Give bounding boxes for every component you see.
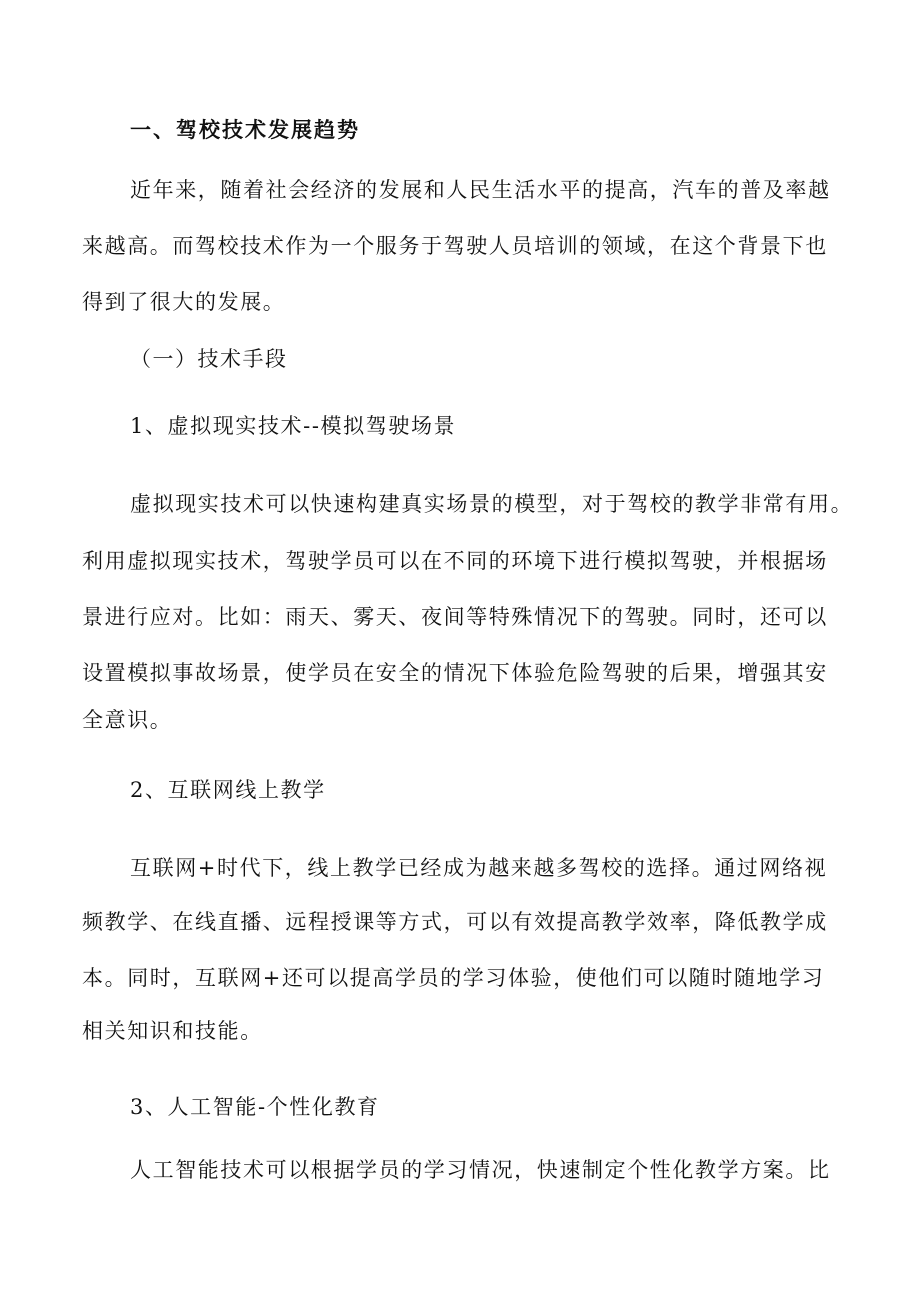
item-2-line-2: 频教学、在线直播、远程授课等方式，可以有效提高教学效率，降低教学成 (82, 910, 828, 934)
intro-line-3: 得到了很大的发展。 (82, 290, 286, 314)
intro-line-1: 近年来，随着社会经济的发展和人民生活水平的提高，汽车的普及率越 (130, 178, 831, 202)
intro-line-2: 来越高。而驾校技术作为一个服务于驾驶人员培训的领域，在这个背景下也 (82, 234, 828, 258)
item-1-line-2: 利用虚拟现实技术，驾驶学员可以在不同的环境下进行模拟驾驶，并根据场 (82, 549, 828, 573)
section-heading: 一、驾校技术发展趋势 (130, 117, 360, 142)
item-3-line-1: 人工智能技术可以根据学员的学习情况，快速制定个性化教学方案。比 (130, 1158, 831, 1182)
item-1-line-3: 景进行应对。比如：雨天、雾天、夜间等特殊情况下的驾驶。同时，还可以 (82, 605, 828, 629)
item-1-title: 1、虚拟现实技术--模拟驾驶场景 (130, 414, 457, 438)
item-2-line-1: 互联网+时代下，线上教学已经成为越来越多驾校的选择。通过网络视 (130, 856, 828, 880)
item-1-line-5: 全意识。 (82, 708, 173, 732)
item-3-title: 3、人工智能-个性化教育 (130, 1095, 380, 1119)
item-2-title: 2、互联网线上教学 (130, 778, 326, 802)
subsection-heading: （一）技术手段 (130, 347, 288, 371)
item-1-line-4: 设置模拟事故场景，使学员在安全的情况下体验危险驾驶的后果，增强其安 (82, 661, 828, 685)
item-2-line-3: 本。同时，互联网+还可以提高学员的学习体验，使他们可以随时随地学习 (82, 966, 825, 990)
item-1-line-1: 虚拟现实技术可以快速构建真实场景的模型，对于驾校的教学非常有用。 (130, 492, 854, 516)
item-2-line-4: 相关知识和技能。 (82, 1019, 263, 1043)
